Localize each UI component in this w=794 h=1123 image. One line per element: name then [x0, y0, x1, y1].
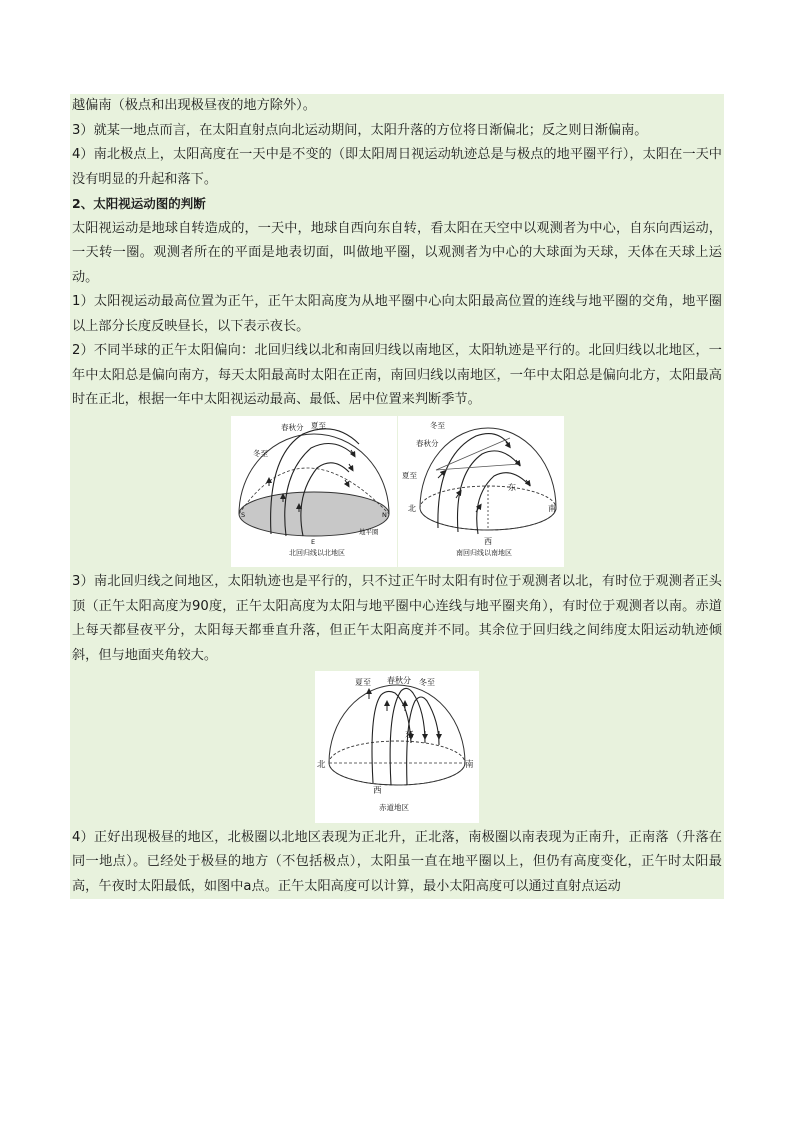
figure-caption: 北回归线以北地区 — [288, 548, 345, 557]
label-north: 北 — [407, 503, 416, 513]
label-south: 南 — [465, 760, 474, 770]
label-summer: 夏至 — [401, 470, 417, 480]
paragraph: 太阳视运动是地球自转造成的，一天中，地球自西向东自转，看太阳在天空中以观测者为中心，自东向西运动，一天转一圈。观测者所在的平面是地表切面，叫做地平圈，以观测者为中心的大球面为天球，天体在天球上运动。 — [72, 220, 722, 285]
label-winter: 冬至 — [252, 448, 268, 458]
label-summer: 夏至 — [310, 420, 326, 430]
figure-caption: 南回归线以南地区 — [455, 548, 512, 557]
sun-path-diagram-south — [398, 416, 564, 558]
figure-sun-paths-equator — [70, 668, 724, 826]
label-winter: 冬至 — [429, 420, 445, 430]
section-heading: 2、太阳视运动图的判断 — [72, 196, 206, 211]
paragraph: 越偏南（极点和出现极昼夜的地方除外）。 — [72, 98, 316, 113]
paragraph: 2）不同半球的正午太阳偏向：北回归线以北和南回归线以南地区，太阳轨迹是平行的。北回归线以北地区，一年中太阳总是偏向南方，每天太阳最高时太阳在正南，南回归线以南地区，一年中太阳总是偏向北方，太阳最高时在正北，根据一年中太阳视运动最高、最低、居中位置来判断季节。 — [72, 343, 722, 407]
label-south: 南 — [547, 503, 556, 513]
label-east: 东 — [405, 730, 414, 740]
sun-path-diagram-equator — [315, 671, 479, 813]
label-horizon: 地平圈 — [358, 527, 378, 536]
figure-caption: 赤道地区 — [379, 803, 409, 812]
figure-equator — [315, 671, 479, 823]
paragraph: 4）南北极点上，太阳高度在一天中是不变的（即太阳周日视运动轨迹总是与极点的地平圈平行），太阳在一天中没有明显的升起和落下。 — [72, 147, 722, 187]
label-north: 北 — [317, 760, 326, 770]
paragraph: 3）南北回归线之间地区，太阳轨迹也是平行的，只不过正午时太阳有时位于观测者以北，有时位于观测者正头顶（正午太阳高度为90度，正午太阳高度为太阳与地平圈中心连线与地平圈夹角），有时位于观测者以南。赤道上每天都昼夜平分，太阳每天都垂直升落，但正午太阳高度并不同。其余位于回归线之间纬度太阳运动轨迹倾斜，但与地面夹角较大。 — [72, 574, 722, 663]
sun-path-diagram-north — [231, 416, 397, 558]
label-west: 西 — [373, 786, 382, 796]
label-winter: 冬至 — [419, 678, 435, 687]
label-equinox: 春秋分 — [415, 438, 438, 448]
figure-north-of-tropic — [231, 416, 397, 568]
paragraph: 3）就某一地点而言，在太阳直射点向北运动期间，太阳升落的方位将日渐偏北；反之则日渐偏南。 — [72, 122, 648, 138]
paragraph: 1）太阳视运动最高位置为正午，正午太阳高度为从地平圈中心向太阳最高位置的连线与地平圈的交角，地平圈以上部分长度反映昼长，以下表示夜长。 — [72, 294, 722, 334]
document-body — [70, 94, 724, 899]
label-south: S — [240, 510, 245, 519]
paragraph: 4）正好出现极昼的地区，北极圈以北地区表现为正北升，正北落，南极圈以南表现为正南升，正南落（升落在同一地点）。已经处于极昼的地方（不包括极点），太阳虽一直在地平圈以上，但仍有高度变化，正午时太阳最高，午夜时太阳最低，如图中a点。正午太阳高度可以计算，最小太阳高度可以通过直射点运动 — [72, 829, 722, 894]
label-north: N — [381, 510, 387, 519]
label-east: 东 — [507, 482, 516, 492]
figure-south-of-tropic — [398, 416, 564, 568]
figure-sun-paths-outside-tropics — [70, 413, 724, 571]
label-west: 西 — [483, 536, 492, 546]
label-equinox: 春秋分 — [280, 422, 303, 432]
label-east: E — [310, 537, 315, 546]
label-summer: 夏至 — [355, 678, 371, 687]
label-equinox: 春秋分 — [387, 676, 411, 685]
